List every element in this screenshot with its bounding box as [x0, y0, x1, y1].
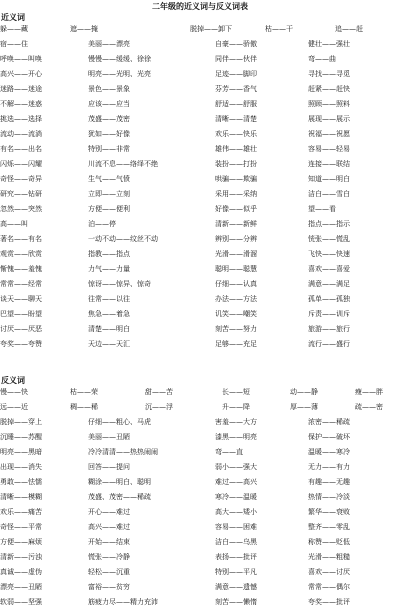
synonyms-table [0, 22, 400, 352]
word-pair: 知道——明白 [308, 175, 350, 183]
word-pair: 指点——指示 [308, 220, 350, 228]
antonym-row [0, 445, 400, 460]
word-pair: 装扮——打扮 [215, 160, 257, 168]
word-pair: 稠——稀 [70, 403, 98, 411]
word-pair: 枯——干 [265, 25, 293, 33]
synonym-row [0, 337, 400, 352]
word-pair: 夸奖——批评 [308, 598, 350, 606]
word-pair: 祝福——祝愿 [308, 130, 350, 138]
word-pair: 回答——提问 [88, 463, 130, 471]
word-pair: 躲——藏 [0, 25, 28, 33]
synonym-row [0, 52, 400, 67]
antonyms-heading: 反义词 [1, 376, 25, 385]
word-pair: 指教——指点 [88, 250, 130, 258]
word-pair: 足迹——脚印 [215, 70, 257, 78]
word-pair: 景色——景象 [88, 85, 130, 93]
word-pair: 容易——轻易 [308, 145, 350, 153]
word-pair: 疏——密 [355, 403, 383, 411]
word-pair: 飞快——快速 [308, 250, 350, 258]
word-pair: 喜欢——讨厌 [308, 568, 350, 576]
word-pair: 动——静 [290, 388, 318, 396]
word-pair: 夸奖——夸赞 [0, 340, 42, 348]
word-pair: 往常——以往 [88, 295, 130, 303]
word-pair: 洁白——雪白 [308, 190, 350, 198]
word-pair: 清晰——模糊 [0, 493, 42, 501]
word-pair: 真诚——虚伪 [0, 568, 42, 576]
word-pair: 脱掉——卸下 [190, 25, 232, 33]
word-pair: 欢乐——快乐 [215, 130, 257, 138]
word-pair: 弱小——强大 [215, 463, 257, 471]
word-pair: 观赏——欣赏 [0, 250, 42, 258]
document-title: 二年级的近义词与反义词表 [152, 2, 248, 11]
word-pair: 连接——联结 [308, 160, 350, 168]
word-pair: 流动——流淌 [0, 130, 42, 138]
word-pair: 清新——新鲜 [215, 220, 257, 228]
word-pair: 有趣——无趣 [308, 478, 350, 486]
word-pair: 足够——充足 [215, 340, 257, 348]
synonym-row [0, 67, 400, 82]
word-pair: 满意——遗憾 [215, 583, 257, 591]
word-pair: 寒冷——温暖 [215, 493, 257, 501]
word-pair: 沉睡——苏醒 [0, 433, 42, 441]
word-pair: 一动不动——纹丝不动 [88, 235, 158, 243]
word-pair: 刻苦——懒惰 [215, 598, 257, 606]
word-pair: 欢乐——痛苦 [0, 508, 42, 516]
word-pair: 方便——便利 [88, 205, 130, 213]
word-pair: 恍张——慌乱 [308, 235, 350, 243]
word-pair: 天边——天汇 [88, 340, 130, 348]
word-pair: 力气——力量 [88, 265, 130, 273]
word-pair: 清新——污浊 [0, 553, 42, 561]
synonym-row [0, 322, 400, 337]
word-pair: 惭愧——羞愧 [0, 265, 42, 273]
word-pair: 巴望——盼望 [0, 310, 42, 318]
word-pair: 漂亮——丑陋 [0, 583, 42, 591]
word-pair: 美丽——漂亮 [88, 40, 130, 48]
word-pair: 迷路——迷途 [0, 85, 42, 93]
antonym-row [0, 430, 400, 445]
synonym-row [0, 112, 400, 127]
antonyms-table [0, 385, 400, 610]
synonyms-heading: 近义词 [1, 13, 25, 22]
synonym-row [0, 172, 400, 187]
antonym-row [0, 580, 400, 595]
word-pair: 犹如——好像 [88, 130, 130, 138]
word-pair: 常常——偶尔 [308, 583, 350, 591]
word-pair: 勇敢——怯懦 [0, 478, 42, 486]
word-pair: 仔细——粗心、马虎 [88, 418, 151, 426]
word-pair: 刻苦——努力 [215, 325, 257, 333]
word-pair: 高大——矮小 [215, 508, 257, 516]
word-pair: 旅游——旅行 [308, 325, 350, 333]
word-pair: 辨别——分辨 [215, 235, 257, 243]
word-pair: 特别——平凡 [215, 568, 257, 576]
word-pair: 方便——麻烦 [0, 538, 42, 546]
word-pair: 害羞——大方 [215, 418, 257, 426]
synonym-row [0, 187, 400, 202]
synonym-row [0, 247, 400, 262]
word-pair: 喜欢——喜爱 [308, 265, 350, 273]
word-pair: 升——降 [222, 403, 250, 411]
word-pair: 焦急——着急 [88, 310, 130, 318]
word-pair: 满意——满足 [308, 280, 350, 288]
word-pair: 泊——停 [88, 220, 116, 228]
word-pair: 浓密——稀疏 [308, 418, 350, 426]
synonym-row [0, 127, 400, 142]
word-pair: 慢慢——缓缓、徐徐 [88, 55, 151, 63]
synonym-row [0, 307, 400, 322]
word-pair: 闪烁——闪耀 [0, 160, 42, 168]
word-pair: 谈天——聊天 [0, 295, 42, 303]
word-pair: 开心——难过 [88, 508, 130, 516]
word-pair: 自豪——骄傲 [215, 40, 257, 48]
word-pair: 糊涂——明白、聪明 [88, 478, 151, 486]
synonym-row [0, 202, 400, 217]
antonym-row [0, 400, 400, 415]
word-pair: 茂盛——茂密 [88, 115, 130, 123]
word-pair: 宿——住 [0, 40, 28, 48]
synonym-row [0, 157, 400, 172]
word-pair: 容易——困难 [215, 523, 257, 531]
word-pair: 不解——迷惑 [0, 100, 42, 108]
word-pair: 清楚——明白 [88, 325, 130, 333]
word-pair: 高兴——开心 [0, 70, 42, 78]
word-pair: 讨厌——厌恶 [0, 325, 42, 333]
word-pair: 甜——苦 [145, 388, 173, 396]
synonym-row [0, 142, 400, 157]
word-pair: 哄骗——欺骗 [215, 175, 257, 183]
word-pair: 沉——浮 [145, 403, 173, 411]
word-pair: 脱掉——穿上 [0, 418, 42, 426]
word-pair: 筋疲力尽——精力充沛 [88, 598, 158, 606]
word-pair: 瘦——胖 [355, 388, 383, 396]
word-pair: 著名——有名 [0, 235, 42, 243]
word-pair: 轻松——沉重 [88, 568, 130, 576]
word-pair: 遮——掩 [70, 25, 98, 33]
word-pair: 开始——结束 [88, 538, 130, 546]
word-pair: 仔细——认真 [215, 280, 257, 288]
antonym-row [0, 550, 400, 565]
antonym-row [0, 535, 400, 550]
word-pair: 特别——非常 [88, 145, 130, 153]
synonym-row [0, 97, 400, 112]
word-pair: 忽然——突然 [0, 205, 42, 213]
word-pair: 茂盛、茂密——稀疏 [88, 493, 151, 501]
word-pair: 孤单——孤独 [308, 295, 350, 303]
word-pair: 弯——曲 [308, 55, 336, 63]
word-pair: 繁华——衰败 [308, 508, 350, 516]
word-pair: 健壮——强壮 [308, 40, 350, 48]
word-pair: 展现——展示 [308, 115, 350, 123]
word-pair: 光滑——滑溜 [215, 250, 257, 258]
antonym-row [0, 595, 400, 610]
synonym-row [0, 217, 400, 232]
word-pair: 漆黑——明亮 [215, 433, 257, 441]
word-pair: 明亮——光明、光亮 [88, 70, 151, 78]
word-pair: 惊讶——惊异、惊奇 [88, 280, 151, 288]
word-pair: 整齐——零乱 [308, 523, 350, 531]
word-pair: 厚——薄 [290, 403, 318, 411]
synonym-row [0, 277, 400, 292]
antonym-row [0, 490, 400, 505]
synonym-row [0, 37, 400, 52]
word-pair: 立即——立刻 [88, 190, 130, 198]
word-pair: 寻找——寻觅 [308, 70, 350, 78]
word-pair: 温暖——寒冷 [308, 448, 350, 456]
word-pair: 表扬——批评 [215, 553, 257, 561]
word-pair: 望——看 [308, 205, 336, 213]
antonym-row [0, 520, 400, 535]
word-pair: 远——近 [0, 403, 28, 411]
word-pair: 弯——直 [215, 448, 243, 456]
word-pair: 照顾——照料 [308, 100, 350, 108]
word-pair: 慌张——冷静 [88, 553, 130, 561]
word-pair: 难过——高兴 [215, 478, 257, 486]
word-pair: 雄伟——雄壮 [215, 145, 257, 153]
word-pair: 有名——出名 [0, 145, 42, 153]
word-pair: 枯——荣 [70, 388, 98, 396]
word-pair: 洁白——乌黑 [215, 538, 257, 546]
antonym-row [0, 415, 400, 430]
synonym-row [0, 232, 400, 247]
word-pair: 同伴——伙伴 [215, 55, 257, 63]
word-pair: 高——叫 [0, 220, 28, 228]
word-pair: 慢——快 [0, 388, 28, 396]
word-pair: 清晰——清楚 [215, 115, 257, 123]
synonym-row [0, 292, 400, 307]
word-pair: 办法——方法 [215, 295, 257, 303]
synonym-row [0, 22, 400, 37]
word-pair: 长——短 [222, 388, 250, 396]
synonym-row [0, 82, 400, 97]
word-pair: 美丽——丑陋 [88, 433, 130, 441]
word-pair: 无力——有力 [308, 463, 350, 471]
word-pair: 冷冷清清——热热闹闹 [88, 448, 158, 456]
word-pair: 聪明——聪慧 [215, 265, 257, 273]
word-pair: 川流不息——络绎不绝 [88, 160, 158, 168]
word-pair: 挑选——选择 [0, 115, 42, 123]
word-pair: 软弱——坚强 [0, 598, 42, 606]
antonym-row [0, 505, 400, 520]
word-pair: 追——赶 [335, 25, 363, 33]
word-pair: 讥笑——嘲笑 [215, 310, 257, 318]
antonym-row [0, 475, 400, 490]
word-pair: 好像——似乎 [215, 205, 257, 213]
word-pair: 保护——破坏 [308, 433, 350, 441]
word-pair: 研究——钻研 [0, 190, 42, 198]
word-pair: 斥责——训斥 [308, 310, 350, 318]
word-pair: 高兴——难过 [88, 523, 130, 531]
word-pair: 奇怪——平常 [0, 523, 42, 531]
word-pair: 流行——盛行 [308, 340, 350, 348]
word-pair: 舒适——舒服 [215, 100, 257, 108]
word-pair: 奇怪——奇异 [0, 175, 42, 183]
word-pair: 应该——应当 [88, 100, 130, 108]
word-pair: 明亮——黑暗 [0, 448, 42, 456]
synonym-row [0, 262, 400, 277]
word-pair: 出现——消失 [0, 463, 42, 471]
word-pair: 常常——经常 [0, 280, 42, 288]
antonym-row [0, 460, 400, 475]
antonym-row [0, 565, 400, 580]
word-pair: 富裕——贫穷 [88, 583, 130, 591]
antonym-row [0, 385, 400, 400]
word-pair: 生气——气愤 [88, 175, 130, 183]
word-pair: 赶紧——赶快 [308, 85, 350, 93]
word-pair: 采用——采纳 [215, 190, 257, 198]
word-pair: 称赞——贬低 [308, 538, 350, 546]
word-pair: 热情——冷淡 [308, 493, 350, 501]
word-pair: 芬芳——香气 [215, 85, 257, 93]
word-pair: 呼唤——叫唤 [0, 55, 42, 63]
word-pair: 光滑——粗糙 [308, 553, 350, 561]
